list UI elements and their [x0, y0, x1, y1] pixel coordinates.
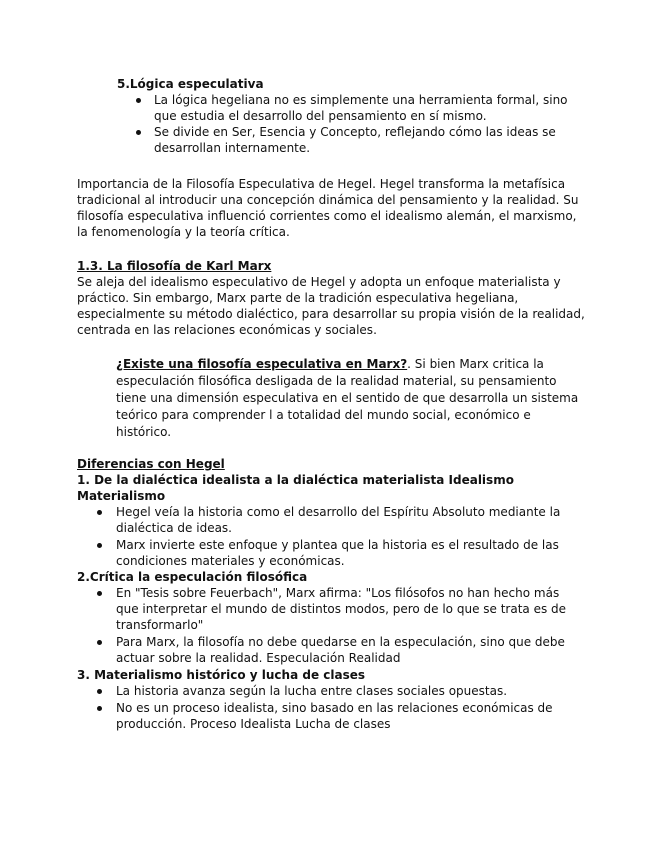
bullet-icon: [97, 706, 102, 711]
bullet-icon: [136, 130, 141, 135]
section5-heading: 5.Lógica especulativa: [117, 77, 264, 91]
importance-line4: la fenomenología y la teoría crítica.: [77, 225, 290, 239]
question-first-line-rest: . Si bien Marx critica la: [407, 357, 544, 371]
point1-bullet2-line2: condiciones materiales y económicas.: [116, 554, 345, 568]
point2-bullet1-line1: En "Tesis sobre Feuerbach", Marx afirma: "Los filósofos no han hecho más: [116, 586, 560, 600]
question-line3: tiene una dimensión especulativa en el sentido de que desarrolla un sistema: [116, 391, 579, 405]
bullet-icon: [136, 98, 141, 103]
point1-bullet1-line2: dialéctica de ideas.: [116, 521, 232, 535]
point2-bullet2-line1: Para Marx, la filosofía no debe quedarse en la especulación, sino que debe: [116, 635, 565, 649]
bullet-icon: [97, 510, 102, 515]
importance-line1: Importancia de la Filosofía Especulativa de Hegel. Hegel transforma la metafísica: [77, 177, 566, 191]
point3-title: 3. Materialismo histórico y lucha de clases: [77, 668, 366, 682]
point2-bullet1-line3: transformarlo": [116, 618, 204, 632]
section5-bullet2-line2: desarrollan internamente.: [154, 141, 311, 155]
question-title: ¿Existe una filosofía especulativa en Marx?: [116, 357, 408, 371]
marx-line4: centrada en las relaciones económicas y sociales.: [77, 323, 377, 337]
point3-bullet1-line1: La historia avanza según la lucha entre clases sociales opuestas.: [116, 684, 508, 698]
point3-bullet2-line2: producción. Proceso Idealista Lucha de clases: [116, 717, 391, 731]
section5-bullet1-line2: que estudia el desarrollo del pensamiento en sí mismo.: [154, 109, 487, 123]
importance-line2: tradicional al introducir una concepción dinámica del pensamiento y la realidad. Su: [77, 193, 579, 207]
bullet-icon: [97, 591, 102, 596]
section5-bullet1-line1: La lógica hegeliana no es simplemente una herramienta formal, sino: [154, 93, 568, 107]
point1-title-line2: Materialismo: [77, 489, 166, 503]
point2-title: 2.Crítica la especulación filosófica: [77, 570, 308, 584]
point1-bullet1-line1: Hegel veía la historia como el desarrollo del Espíritu Absoluto mediante la: [116, 505, 561, 519]
marx-line1: Se aleja del idealismo especulativo de Hegel y adopta un enfoque materialista y: [77, 275, 561, 289]
question-line2: especulación filosófica desligada de la realidad material, su pensamiento: [116, 374, 557, 388]
point2-bullet1-line2: que interpretar el mundo de distintos modos, pero de lo que se trata es de: [116, 602, 567, 616]
marx-line2: práctico. Sin embargo, Marx parte de la tradición especulativa hegeliana,: [77, 291, 519, 305]
point1-title-line1: 1. De la dialéctica idealista a la dialéctica materialista Idealismo: [77, 473, 514, 487]
point3-bullet2-line1: No es un proceso idealista, sino basado en las relaciones económicas de: [116, 701, 553, 715]
point1-bullet2-line1: Marx invierte este enfoque y plantea que la historia es el resultado de las: [116, 538, 559, 552]
marx-heading: 1.3. La filosofía de Karl Marx: [77, 259, 272, 273]
bullet-icon: [97, 640, 102, 645]
question-line1: [116, 356, 544, 372]
marx-line3: especialmente su método dialéctico, para desarrollar su propia visión de la realidad,: [77, 307, 585, 321]
differences-heading: Diferencias con Hegel: [77, 457, 225, 471]
importance-line3: filosofía especulativa influenció corrientes como el idealismo alemán, el marxismo,: [77, 209, 577, 223]
section5-bullet2-line1: Se divide en Ser, Esencia y Concepto, reflejando cómo las ideas se: [154, 125, 556, 139]
question-line4: teórico para comprender l a totalidad del mundo social, económico e: [116, 408, 531, 422]
bullet-icon: [97, 543, 102, 548]
question-line5: histórico.: [116, 425, 172, 439]
bullet-icon: [97, 689, 102, 694]
point2-bullet2-line2: actuar sobre la realidad. Especulación Realidad: [116, 651, 401, 665]
